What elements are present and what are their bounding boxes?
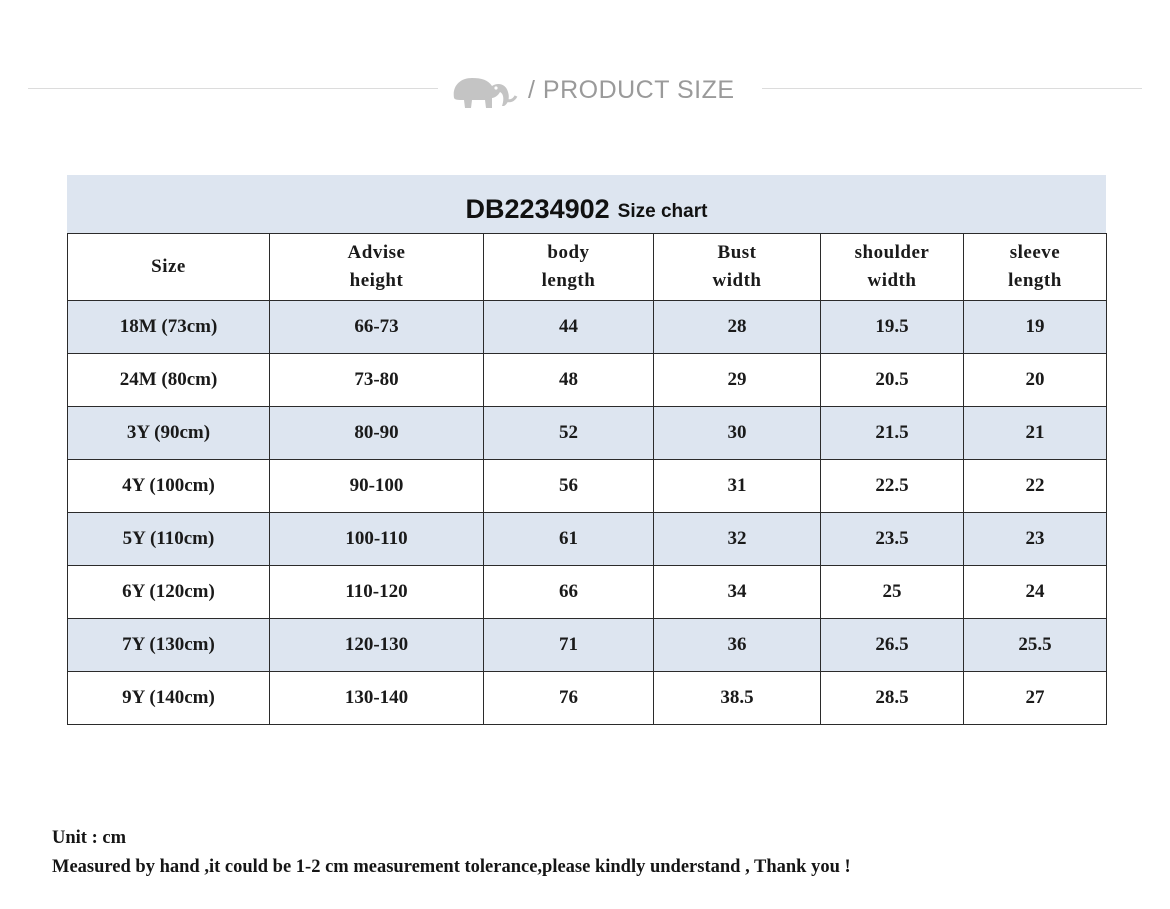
table-row <box>68 566 1107 619</box>
section-title: / PRODUCT SIZE <box>528 75 735 104</box>
table-cell: 18M (73cm) <box>68 301 270 354</box>
table-cell: 7Y (130cm) <box>68 619 270 672</box>
table-cell: 21.5 <box>821 407 964 460</box>
table-cell: 31 <box>654 460 821 513</box>
table-cell: 36 <box>654 619 821 672</box>
table-cell: 80-90 <box>270 407 484 460</box>
table-cell: 26.5 <box>821 619 964 672</box>
table-cell: 56 <box>484 460 654 513</box>
chart-label: Size chart <box>617 201 708 222</box>
table-cell: 27 <box>964 672 1107 725</box>
table-cell: 61 <box>484 513 654 566</box>
table-cell: 19.5 <box>821 301 964 354</box>
tolerance-note: Measured by hand ,it could be 1-2 cm measurement tolerance,please kindly understand , Thank you ! <box>52 857 851 877</box>
table-cell: 4Y (100cm) <box>68 460 270 513</box>
table-row <box>68 354 1107 407</box>
table-cell: 25.5 <box>964 619 1107 672</box>
table-cell: 25 <box>821 566 964 619</box>
table-cell: 130-140 <box>270 672 484 725</box>
section-header <box>448 68 735 112</box>
table-cell: 76 <box>484 672 654 725</box>
table-cell: 48 <box>484 354 654 407</box>
table-cell: 73-80 <box>270 354 484 407</box>
table-cell: 22 <box>964 460 1107 513</box>
table-cell: 66 <box>484 566 654 619</box>
table-row <box>68 513 1107 566</box>
table-cell: 52 <box>484 407 654 460</box>
header-divider-right <box>762 88 1142 89</box>
column-header-body-length: body length <box>484 234 654 301</box>
table-cell: 6Y (120cm) <box>68 566 270 619</box>
table-cell: 120-130 <box>270 619 484 672</box>
table-row <box>68 672 1107 725</box>
column-header-shoulder-width: shoulder width <box>821 234 964 301</box>
table-row <box>68 301 1107 354</box>
table-cell: 28.5 <box>821 672 964 725</box>
table-cell: 71 <box>484 619 654 672</box>
elephant-icon <box>448 70 518 110</box>
header-divider-left <box>28 88 438 89</box>
table-row <box>68 460 1107 513</box>
table-cell: 38.5 <box>654 672 821 725</box>
table-row <box>68 619 1107 672</box>
table-cell: 22.5 <box>821 460 964 513</box>
table-cell: 3Y (90cm) <box>68 407 270 460</box>
table-row <box>68 407 1107 460</box>
table-cell: 20.5 <box>821 354 964 407</box>
column-header-size: Size <box>68 234 270 301</box>
footnotes <box>52 824 851 882</box>
table-cell: 21 <box>964 407 1107 460</box>
table-cell: 9Y (140cm) <box>68 672 270 725</box>
table-cell: 24M (80cm) <box>68 354 270 407</box>
table-cell: 44 <box>484 301 654 354</box>
table-cell: 24 <box>964 566 1107 619</box>
table-header-row <box>68 234 1107 301</box>
table-cell: 19 <box>964 301 1107 354</box>
table-cell: 100-110 <box>270 513 484 566</box>
column-header-sleeve-length: sleeve length <box>964 234 1107 301</box>
table-cell: 29 <box>654 354 821 407</box>
table-cell: 90-100 <box>270 460 484 513</box>
chart-title <box>67 175 1106 233</box>
table-cell: 66-73 <box>270 301 484 354</box>
table-cell: 34 <box>654 566 821 619</box>
size-chart <box>67 175 1106 725</box>
table-cell: 32 <box>654 513 821 566</box>
table-body <box>68 301 1107 725</box>
table-cell: 5Y (110cm) <box>68 513 270 566</box>
unit-note: Unit : cm <box>52 828 126 848</box>
table-cell: 20 <box>964 354 1107 407</box>
table-cell: 23 <box>964 513 1107 566</box>
column-header-bust-width: Bust width <box>654 234 821 301</box>
column-header-advise-height: Advise height <box>270 234 484 301</box>
table-cell: 110-120 <box>270 566 484 619</box>
size-table <box>67 233 1107 725</box>
table-cell: 23.5 <box>821 513 964 566</box>
table-cell: 30 <box>654 407 821 460</box>
table-cell: 28 <box>654 301 821 354</box>
product-code: DB2234902 <box>465 194 610 224</box>
